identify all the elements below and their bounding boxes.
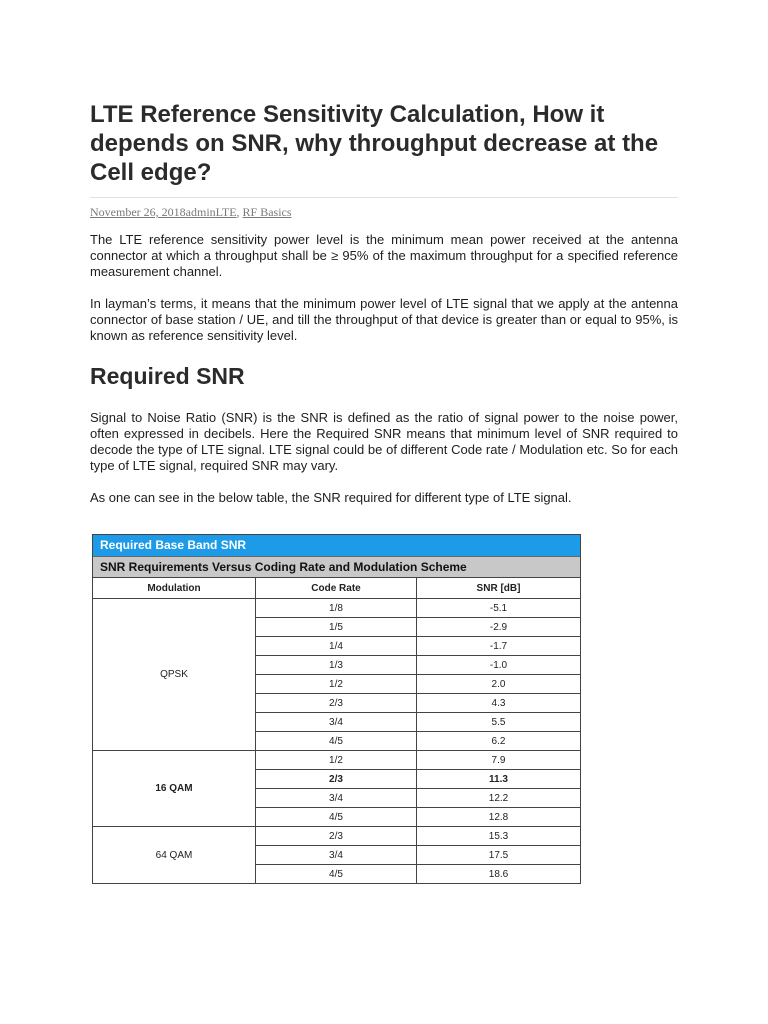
article (90, 100, 678, 506)
snr-cell: -1.7 (417, 637, 581, 656)
paragraph-layman: In layman’s terms, it means that the minimum power level of LTE signal that we apply at the antenna connector of base station / UE, and till the throughput of that device is greater than or equal to 95%, is known as reference sensitivity level. (90, 296, 678, 343)
snr-cell: 17.5 (417, 846, 581, 865)
category-separator: , (236, 205, 243, 219)
code-rate-cell: 3/4 (256, 713, 417, 732)
code-rate-cell: 1/3 (256, 656, 417, 675)
column-header-code-rate: Code Rate (256, 578, 417, 599)
snr-cell: -5.1 (417, 599, 581, 618)
snr-cell: 5.5 (417, 713, 581, 732)
code-rate-cell: 4/5 (256, 808, 417, 827)
code-rate-cell: 1/5 (256, 618, 417, 637)
paragraph-snr-definition: Signal to Noise Ratio (SNR) is the SNR is defined as the ratio of signal power to the noise power, often expressed in decibels. Here the Required SNR means that minimum level of SNR required to decode the type of LTE signal. LTE signal could be of different Code rate / Modulation etc. So for each type of LTE signal, required SNR may vary. (90, 410, 678, 473)
snr-cell: 11.3 (417, 770, 581, 789)
snr-cell: 7.9 (417, 751, 581, 770)
paragraph-table-intro: As one can see in the below table, the SNR required for different type of LTE signal. (90, 490, 572, 505)
snr-table-title: Required Base Band SNR (93, 535, 580, 556)
code-rate-cell: 3/4 (256, 846, 417, 865)
code-rate-cell: 1/2 (256, 675, 417, 694)
code-rate-cell: 2/3 (256, 770, 417, 789)
code-rate-cell: 4/5 (256, 865, 417, 884)
section-heading-required-snr: Required SNR (90, 363, 245, 389)
column-header-snr: SNR [dB] (417, 578, 581, 599)
snr-cell: -2.9 (417, 618, 581, 637)
modulation-cell-64qam: 64 QAM (93, 827, 256, 884)
snr-cell: 4.3 (417, 694, 581, 713)
snr-table-image (92, 534, 581, 884)
code-rate-cell: 1/2 (256, 751, 417, 770)
code-rate-cell: 2/3 (256, 694, 417, 713)
snr-cell: 12.2 (417, 789, 581, 808)
post-author-link[interactable]: admin (185, 205, 216, 219)
snr-cell: 6.2 (417, 732, 581, 751)
snr-cell: 15.3 (417, 827, 581, 846)
snr-table-grid (93, 578, 580, 883)
table-row (93, 599, 580, 618)
category-link-rf-basics[interactable]: RF Basics (242, 205, 292, 219)
category-link-lte[interactable]: LTE (215, 205, 237, 219)
table-row (93, 751, 580, 770)
code-rate-cell: 2/3 (256, 827, 417, 846)
snr-cell: -1.0 (417, 656, 581, 675)
article-title: LTE Reference Sensitivity Calculation, How it depends on SNR, why throughput decrease at the Cell edge? (90, 101, 659, 186)
snr-table-subtitle: SNR Requirements Versus Coding Rate and Modulation Scheme (93, 556, 580, 578)
code-rate-cell: 1/8 (256, 599, 417, 618)
modulation-cell-qpsk: QPSK (93, 599, 256, 751)
code-rate-cell: 3/4 (256, 789, 417, 808)
snr-cell: 2.0 (417, 675, 581, 694)
code-rate-cell: 4/5 (256, 732, 417, 751)
column-header-modulation: Modulation (93, 578, 256, 599)
paragraph-definition: The LTE reference sensitivity power level is the minimum mean power received at the antenna connector at which a throughput shall be ≥ 95% of the maximum throughput for a specified reference measurement channel. (90, 232, 678, 279)
snr-cell: 12.8 (417, 808, 581, 827)
modulation-cell-16qam: 16 QAM (93, 751, 256, 827)
table-row (93, 827, 580, 846)
code-rate-cell: 1/4 (256, 637, 417, 656)
post-meta (90, 197, 678, 220)
snr-cell: 18.6 (488, 868, 509, 880)
post-date-link[interactable]: November 26, 2018 (90, 205, 186, 219)
